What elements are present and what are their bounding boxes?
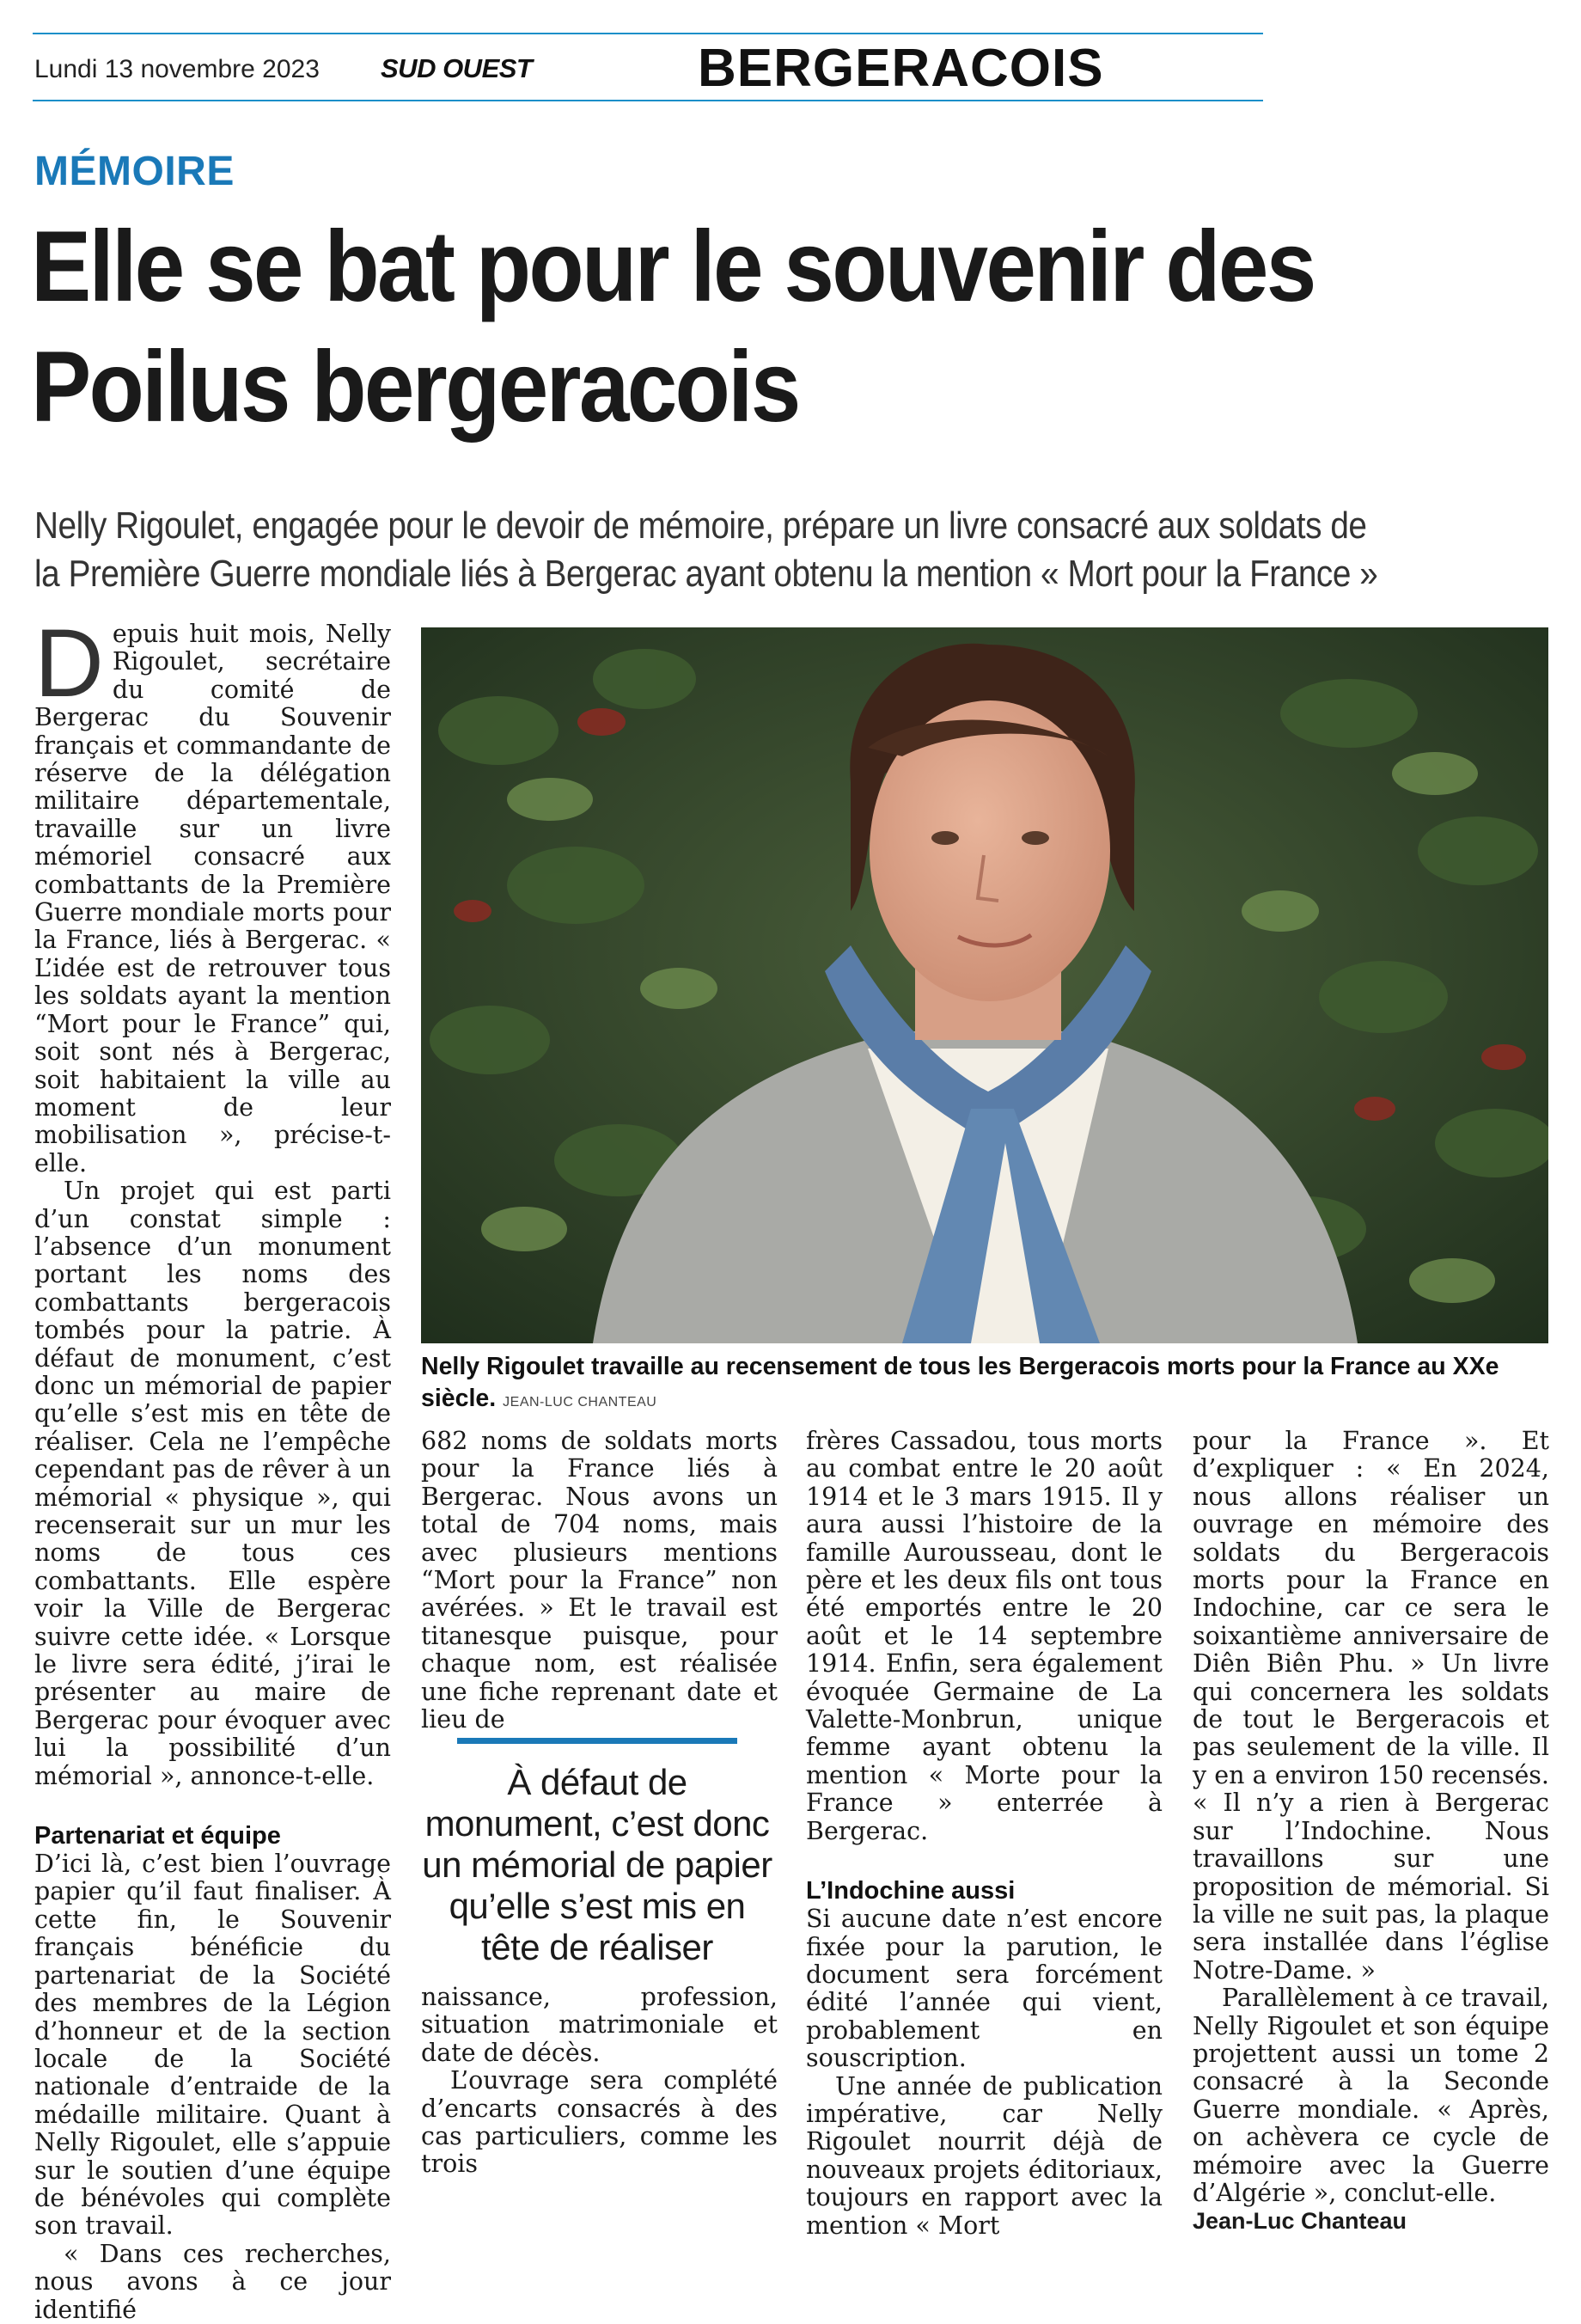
paragraph: Parallèlement à ce travail, Nelly Rigoulet et son équipe projettent aussi un tome 2 consacré à la Seconde Guerre mondiale. « Après, on achèvera ce cycle de mémoire avec la Guerre d’Algérie », conclut-elle. [1193, 1984, 1549, 2207]
column-1 [34, 609, 391, 2324]
paragraph: frères Cassadou, tous morts au combat entre le 20 août 1914 et le 3 mars 1915. Il y aura aussi l’histoire de la famille Aurousseau, dont le père et les deux fils ont tous été emportés entre le 20 août et le 14 septembre 1914. Enfin, sera également évoquée Germaine de La Valette-Monbrun, unique femme ayant obtenu la mention « Morte pour la France » enterrée à Bergerac. [806, 1427, 1163, 1845]
header-rule-top [33, 33, 1263, 34]
paragraph: pour la France ». Et d’expliquer : « En 2024, nous allons réaliser un ouvrage en mémoire des soldats du Bergeracois morts pour la France en Indochine, car ce sera le soixantième anniversaire de Diên Biên Phu. » Un livre qui concernera les soldats de tout le Bergeracois et pas seulement de la ville. Il y en a environ 150 recensés. « Il n’y a rien à Bergerac sur l’Indochine. Nous travaillons sur une proposition de mémorial. Si la ville ne suit pas, la plaque sera installée dans l’église Notre-Dame. » [1193, 1427, 1549, 1985]
photo-caption [421, 1351, 1564, 1418]
paragraph: Une année de publication impérative, car Nelly Rigoulet nourrit déjà de nouveaux projets éditoriaux, toujours en rapport avec la mention « Mort [806, 2071, 1163, 2240]
section-title: BERGERACOIS [698, 39, 1104, 98]
standfirst: Nelly Rigoulet, engagée pour le devoir de mémoire, prépare un livre consacré aux soldats de la Première Guerre mondiale liés à Bergerac ayant obtenu la mention « Mort pour la France » [34, 505, 1378, 595]
portrait-photo [421, 627, 1548, 1343]
subheading: Partenariat et équipe [34, 1822, 281, 1850]
caption-text: Nelly Rigoulet travaille au recensement de tous les Bergeracois morts pour la France au XXe siècle. [421, 1353, 1499, 1412]
rubric-label: MÉMOIRE [34, 149, 235, 194]
column-3 [806, 1428, 1163, 2240]
portrait-image [421, 627, 1548, 1343]
author-signature: Jean-Luc Chanteau [1193, 2208, 1407, 2235]
paragraph: « Dans ces recherches, nous avons à ce jour identifié [34, 2239, 391, 2324]
photo-credit: JEAN-LUC CHANTEAU [503, 1395, 657, 1410]
paragraph: D’ici là, c’est bien l’ouvrage papier qu’il faut finaliser. À cette fin, le Souvenir français bénéficie du partenariat de la Société des membres de la Légion d’honneur et de la section locale de la Société nationale d’entraide de la médaille militaire. Quant à Nelly Rigoulet, elle s’appuie sur le soutien d’une équipe de bénévoles qui complète son travail. [34, 1850, 391, 2241]
issue-date: Lundi 13 novembre 2023 [34, 55, 320, 83]
paragraph: 682 noms de soldats morts pour la France liés à Bergerac. Nous avons un total de 704 noms, mais avec plusieurs mentions “Mort pour la France” non avérées. » Et le travail est titanesque puisque, pour chaque nom, est réalisée une fiche reprenant date et lieu de [421, 1427, 778, 1734]
paragraph-text: epuis huit mois, Nelly Rigoulet, secrétaire du comité de Bergerac du Souvenir français et commandante de réserve de la délégation militaire départementale, travaille sur un livre mémoriel consacré aux combattants de la Première Guerre mondiale morts pour la France, liés à Bergerac. « L’idée est de retrouver tous les soldats ayant la mention “Mort pour le France” qui, soit sont nés à Bergerac, soit habitaient la ville au moment de leur mobilisation », précise-t-elle. [34, 620, 391, 1177]
pull-quote: À défaut de monument, c’est donc un mémorial de papier qu’elle s’est mis en tête de réaliser [422, 1762, 772, 1967]
column-2-lower [421, 1984, 778, 2179]
column-2 [421, 1428, 778, 1734]
newspaper-name: SUD OUEST [381, 53, 533, 83]
drop-cap: D [34, 609, 104, 717]
paragraph: Si aucune date n’est encore fixée pour la parution, le document sera forcément édité l’année qui vient, probablement en souscription. [806, 1905, 1163, 2073]
paragraph: L’ouvrage sera complété d’encarts consacrés à des cas particuliers, comme les trois [421, 2066, 778, 2179]
headline: Elle se bat pour le souvenir des Poilus bergeracois [31, 210, 1315, 443]
paragraph: naissance, profession, situation matrimoniale et date de décès. [421, 1983, 778, 2067]
paragraph [34, 609, 391, 1177]
pull-quote-rule [457, 1738, 737, 1744]
paragraph: Un projet qui est parti d’un constat simple : l’absence d’un monument portant les noms des combattants bergeracois tombés pour la patrie. À défaut de monument, c’est donc un mémorial de papier qu’elle s’est mis en tête de réaliser. Cela ne l’empêche cependant pas de rêver à un mémorial « physique », qui recenserait sur un mur les noms de tous ces combattants. Elle espère voir la Ville de Bergerac suivre cette idée. « Lorsque le livre sera édité, j’irai le présenter au maire de Bergerac pour évoquer avec lui la possibilité d’un mémorial », annonce-t-elle. [34, 1177, 391, 1790]
column-4 [1193, 1428, 1549, 2235]
subheading: L’Indochine aussi [806, 1877, 1016, 1905]
header-rule-bottom [33, 100, 1263, 101]
